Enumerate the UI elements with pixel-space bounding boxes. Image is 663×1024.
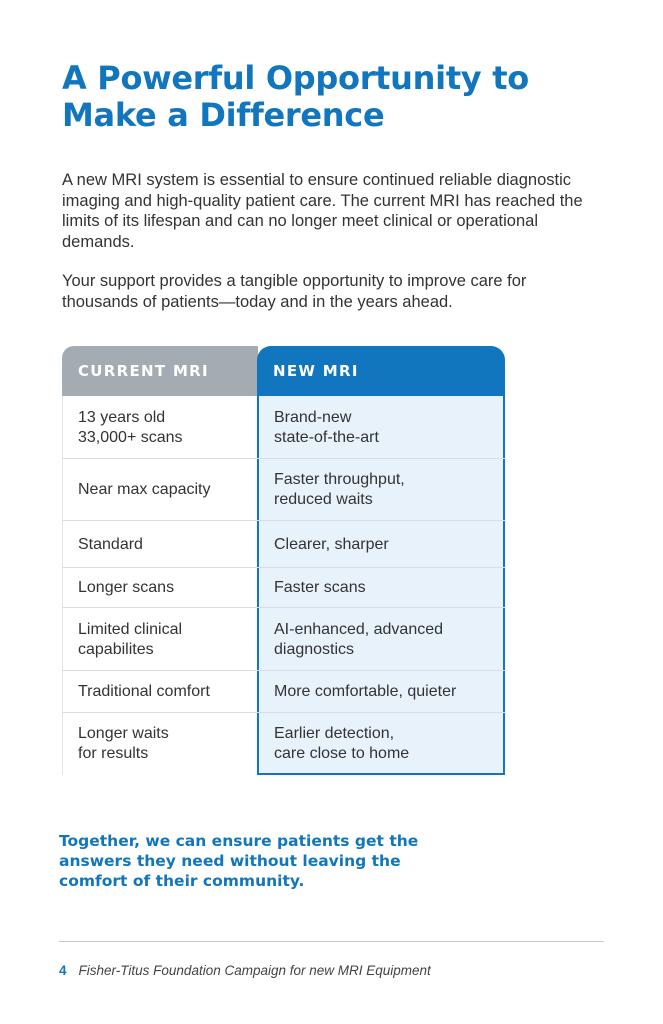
current-cell: Longer waits for results — [78, 725, 169, 762]
support-paragraph: Your support provides a tangible opportunity to improve care for thousands of patients—today and in the years ahead. — [62, 272, 527, 311]
table-row — [62, 608, 505, 671]
intro-paragraph: A new MRI system is essential to ensure continued reliable diagnostic imaging and high-quality patient care. The current MRI has reached the limits of its lifespan and can no longer meet clinical or operational demands. — [62, 171, 583, 251]
footer-text: Fisher-Titus Foundation Campaign for new MRI Equipment — [78, 963, 431, 978]
table-row — [62, 713, 505, 775]
new-cell: AI-enhanced, advanced diagnostics — [274, 620, 444, 658]
closing-statement: Together, we can ensure patients get the answers they need without leaving the comfort of their community. — [59, 832, 419, 890]
new-cell: More comfortable, quieter — [274, 683, 457, 700]
current-cell: Longer scans — [78, 579, 175, 596]
table-row — [62, 396, 505, 459]
new-cell: Faster throughput, reduced waits — [274, 471, 405, 508]
table-row — [62, 671, 505, 713]
comparison-table — [62, 346, 505, 775]
current-cell: Traditional comfort — [78, 683, 210, 700]
current-cell: Near max capacity — [78, 481, 211, 498]
current-cell: 13 years old 33,000+ scans — [78, 408, 183, 446]
new-cell: Faster scans — [274, 579, 366, 596]
table-row — [62, 521, 505, 568]
table-row — [62, 459, 505, 521]
page-title: A Powerful Opportunity to Make a Difference — [62, 59, 529, 134]
current-cell: Standard — [78, 535, 143, 553]
page-number: 4 — [59, 963, 67, 978]
new-cell: Brand-new state-of-the-art — [274, 408, 379, 446]
page-footer — [59, 963, 431, 978]
new-mri-header: NEW MRI — [257, 346, 505, 396]
new-cell: Earlier detection, care close to home — [274, 725, 410, 762]
table-row — [62, 568, 505, 608]
current-cell: Limited clinical capabilites — [78, 620, 183, 658]
new-cell: Clearer, sharper — [274, 535, 389, 553]
current-mri-header: CURRENT MRI — [62, 346, 258, 396]
footer-divider — [59, 941, 604, 942]
